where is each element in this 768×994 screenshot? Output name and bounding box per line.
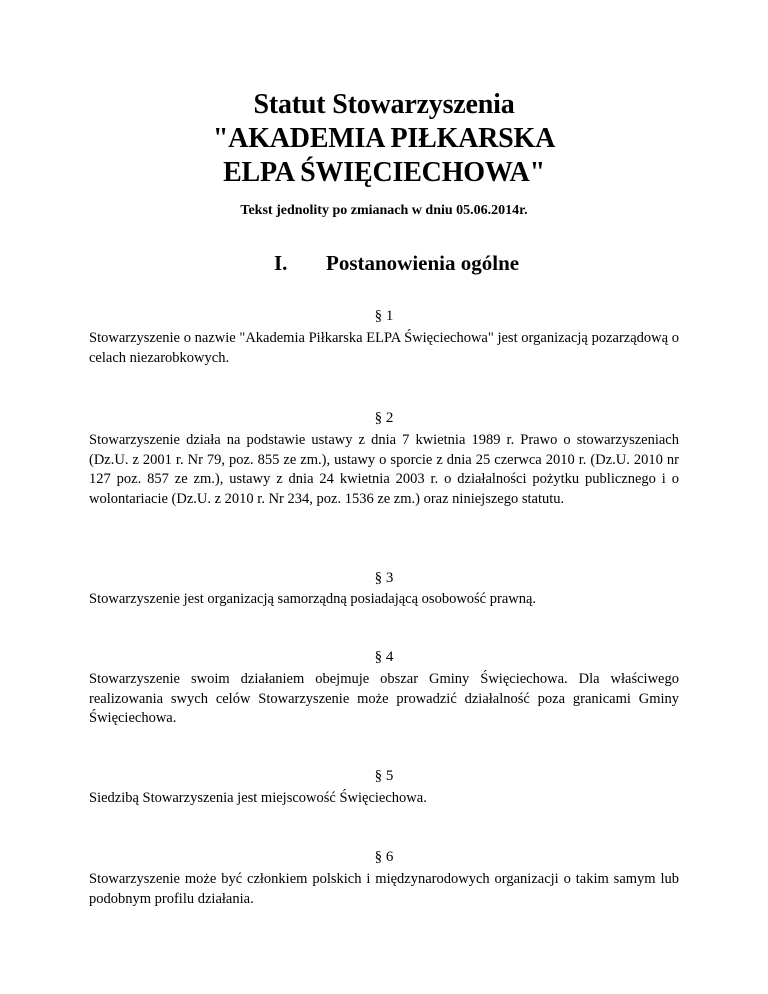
paragraph-sign-3: § 3 [374, 570, 394, 586]
paragraph-sign-5: § 5 [374, 768, 394, 784]
paragraph-sign-2: § 2 [374, 410, 394, 426]
section-number: I. [274, 251, 288, 275]
paragraph-text-3: Stowarzyszenie jest organizacją samorządną posiadającą osobowość prawną. [89, 591, 537, 607]
title-line-3: ELPA ŚWIĘCIECHOWA" [223, 157, 545, 188]
paragraph-sign-1: § 1 [374, 308, 394, 324]
title-line-2: "AKADEMIA PIŁKARSKA [212, 123, 556, 154]
paragraph-sign-4: § 4 [374, 649, 394, 665]
document-title [0, 88, 768, 190]
paragraph-sign-6: § 6 [374, 849, 394, 865]
document-subtitle: Tekst jednolity po zmianach w dniu 05.06.2014r. [240, 203, 528, 218]
paragraph-text-2: Stowarzyszenie działa na podstawie ustawy z dnia 7 kwietnia 1989 r. Prawo o stowarzyszeniach (Dz.U. z 2001 r. Nr 79, poz. 855 ze zm.), ustawy o sporcie z dnia 25 czerwca 2010 r. (Dz.U. 2010 nr 127 poz. 857 ze zm.), ustawy z dnia 24 kwietnia 2003 r. o działalności pożytku publicznego i o wolontariacie (Dz.U. z 2010 r. Nr 234, poz. 1536 ze zm.) oraz niniejszego statutu. [89, 432, 679, 507]
section-title: Postanowienia ogólne [326, 251, 520, 275]
section-heading [0, 248, 768, 278]
paragraph-text-4: Stowarzyszenie swoim działaniem obejmuje obszar Gminy Święciechowa. Dla właściwego realizowania swych celów Stowarzyszenie może prowadzić działalność poza granicami Gminy Święciechowa. [89, 671, 679, 726]
title-line-1: Statut Stowarzyszenia [253, 89, 515, 120]
paragraph-text-1: Stowarzyszenie o nazwie "Akademia Piłkarska ELPA Święciechowa" jest organizacją pozarządową o celach niezarobkowych. [89, 330, 679, 366]
paragraph-text-5: Siedzibą Stowarzyszenia jest miejscowość Święciechowa. [89, 790, 427, 806]
paragraph-text-6: Stowarzyszenie może być członkiem polskich i międzynarodowych organizacji o takim samym lub podobnym profilu działania. [89, 871, 679, 907]
